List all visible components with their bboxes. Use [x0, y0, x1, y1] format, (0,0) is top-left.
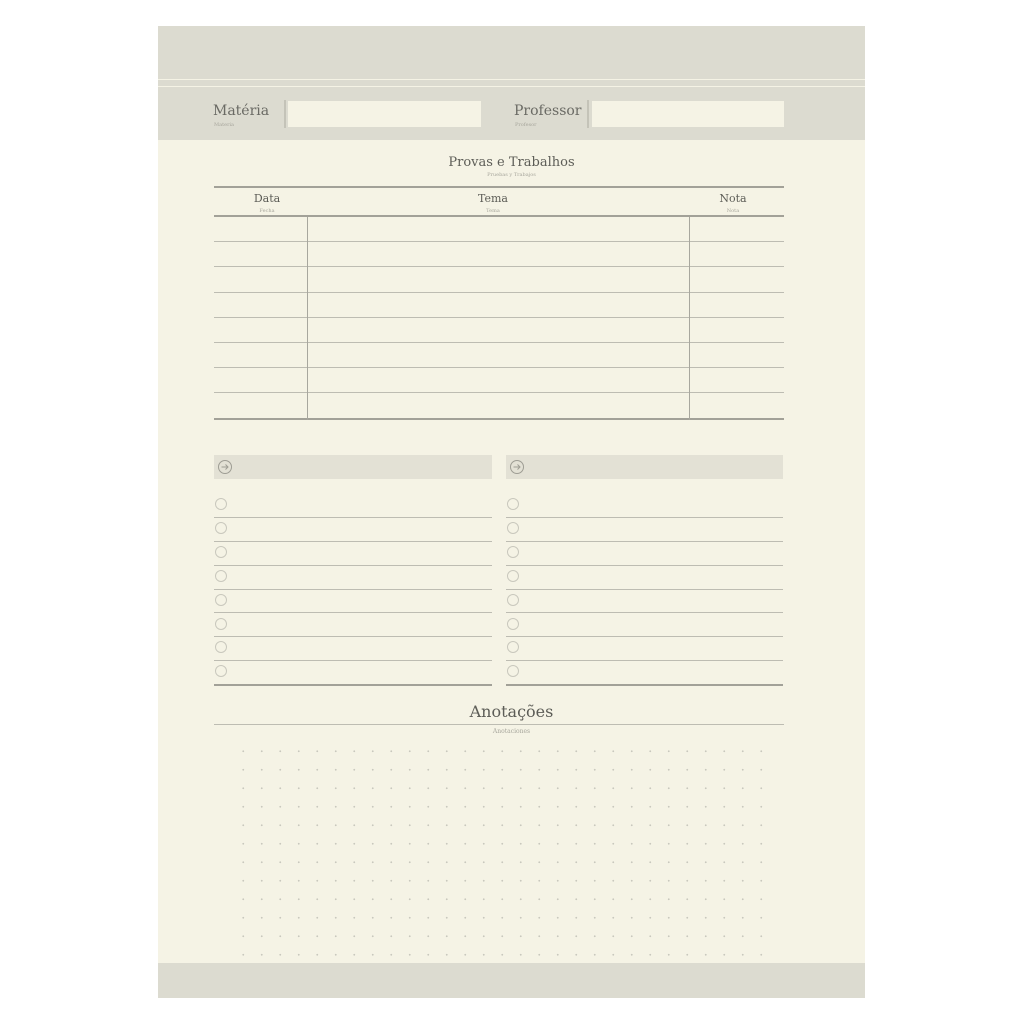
checklist-left-item[interactable]	[214, 637, 492, 661]
checkbox-circle-icon[interactable]	[507, 522, 519, 534]
checklist-rule	[214, 684, 492, 686]
checkbox-circle-icon[interactable]	[215, 498, 227, 510]
subject-sublabel: Materia	[214, 122, 235, 128]
col-head-topic: Tema	[478, 192, 508, 205]
checkbox-circle-icon[interactable]	[507, 641, 519, 653]
header-rule	[158, 79, 865, 80]
checkbox-circle-icon[interactable]	[215, 522, 227, 534]
col-head-grade: Nota	[719, 192, 747, 205]
table-row[interactable]	[214, 217, 784, 242]
checklist-left-item[interactable]	[214, 494, 492, 518]
notes-dot-grid[interactable]	[234, 742, 764, 962]
checkbox-circle-icon[interactable]	[507, 570, 519, 582]
checkbox-circle-icon[interactable]	[507, 665, 519, 677]
teacher-label: Professor	[514, 103, 582, 119]
checklist-left-item[interactable]	[214, 542, 492, 566]
checklist-right-item[interactable]	[506, 637, 783, 661]
checklist-right-item[interactable]	[506, 542, 783, 566]
table-row[interactable]	[214, 368, 784, 393]
checkbox-circle-icon[interactable]	[215, 665, 227, 677]
notes-title: Anotações	[469, 702, 554, 721]
checklist-left-item[interactable]	[214, 661, 492, 685]
planner-sheet	[158, 26, 865, 998]
col-head-date: Data	[253, 192, 281, 205]
arrow-right-circle-icon	[510, 460, 524, 474]
checklist-rule	[506, 684, 783, 686]
notes-subtitle: Anotaciones	[492, 728, 531, 735]
table-row[interactable]	[214, 318, 784, 343]
subject-label: Matéria	[213, 103, 270, 119]
checklist-right-item[interactable]	[506, 494, 783, 518]
checkbox-circle-icon[interactable]	[215, 570, 227, 582]
table-row[interactable]	[214, 343, 784, 368]
checklist-right-item[interactable]	[506, 518, 783, 542]
checkbox-circle-icon[interactable]	[507, 594, 519, 606]
table-col-divider	[307, 217, 308, 420]
checkbox-circle-icon[interactable]	[215, 546, 227, 558]
checkbox-circle-icon[interactable]	[507, 618, 519, 630]
footer-band	[158, 963, 865, 998]
tests-title: Provas e Trabalhos	[448, 155, 575, 170]
checkbox-circle-icon[interactable]	[215, 594, 227, 606]
checklist-left-header[interactable]	[214, 455, 492, 479]
table-row[interactable]	[214, 242, 784, 267]
teacher-sublabel: Profesor	[515, 122, 537, 128]
subject-divider	[284, 100, 286, 128]
table-row[interactable]	[214, 393, 784, 418]
checkbox-circle-icon[interactable]	[507, 498, 519, 510]
checklist-right-header[interactable]	[506, 455, 783, 479]
subject-field[interactable]	[288, 101, 481, 127]
checklist-left-item[interactable]	[214, 566, 492, 590]
checkbox-circle-icon[interactable]	[507, 546, 519, 558]
table-row[interactable]	[214, 267, 784, 292]
table-col-divider	[689, 217, 690, 420]
checklist-left-item[interactable]	[214, 518, 492, 542]
col-sub-grade: Nota	[726, 208, 740, 214]
checkbox-circle-icon[interactable]	[215, 641, 227, 653]
col-sub-topic: Tema	[486, 208, 500, 214]
table-top-rule	[214, 186, 784, 188]
table-row[interactable]	[214, 293, 784, 318]
arrow-right-circle-icon	[218, 460, 232, 474]
checklist-left-item[interactable]	[214, 590, 492, 614]
checklist-right-item[interactable]	[506, 614, 783, 638]
tests-subtitle: Pruebas y Trabajos	[487, 172, 536, 178]
col-sub-date: Fecha	[259, 208, 275, 214]
checkbox-circle-icon[interactable]	[215, 618, 227, 630]
header-rule	[158, 86, 865, 87]
notes-rule	[214, 724, 784, 725]
table-row-rule	[214, 418, 784, 420]
checklist-left-item[interactable]	[214, 614, 492, 638]
checklist-right-item[interactable]	[506, 661, 783, 685]
teacher-divider	[587, 100, 589, 128]
checklist-right-item[interactable]	[506, 566, 783, 590]
checklist-right-item[interactable]	[506, 590, 783, 614]
header-band	[158, 26, 865, 140]
teacher-field[interactable]	[592, 101, 784, 127]
